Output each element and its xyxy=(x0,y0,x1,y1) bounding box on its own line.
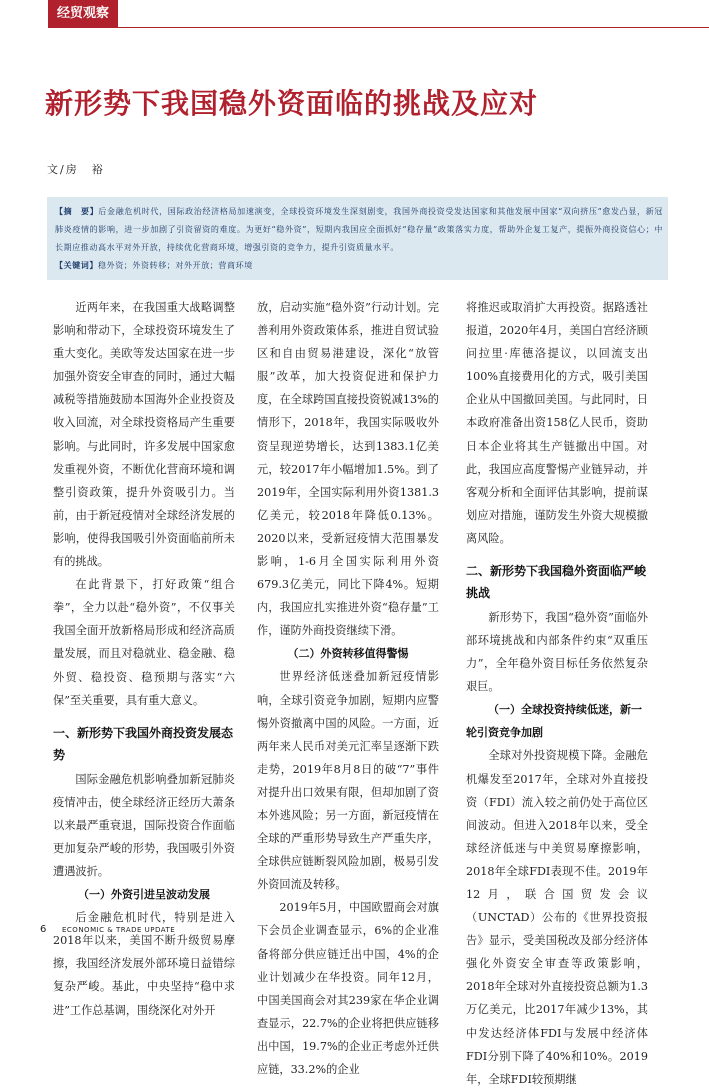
paragraph: 将推迟或取消扩大再投资。据路透社报道，2020年4月，美国白宫经济顾问拉里·库德洛提议，以回流支出100%直接费用化的方式，吸引美国企业从中国撤回美国。与此同时，日本政府准备出资158亿人民币，资助日本企业将其生产链撤出中国。对此，我国应高度警惕产业链异动，并客观分析和全面评估其影响，提前谋划应对措施，谨防发生外资大规模撤离风险。 xyxy=(466,301,648,545)
paragraph: 新形势下，我国“稳外资”面临外部环境挑战和内部条件约束“双重压力”，全年稳外资目标任务依然复杂艰巨。 xyxy=(466,611,648,694)
magazine-name: ECONOMIC & TRADE UPDATE xyxy=(62,926,176,934)
abstract-text xyxy=(55,203,663,275)
keywords-tag: 【关键词】 xyxy=(55,261,98,270)
subsection-heading: （一）全球投资持续低迷，新一轮引资竞争加剧 xyxy=(466,703,642,740)
paragraph: 国际金融危机影响叠加新冠肺炎疫情冲击，使全球经济正经历大萧条以来最严重衰退，国际投资合作面临更加复杂严峻的形势，我国吸引外资遭遇波折。 xyxy=(53,772,235,879)
keywords-body: 稳外资；外资转移；对外开放；营商环境 xyxy=(98,261,253,270)
paragraph: 世界经济低迷叠加新冠疫情影响，全球引资竞争加剧，短期内应警惕外资撤离中国的风险。一方面，近两年来人民币对美元汇率呈逐渐下跌走势，2019年8月8日的破“7”事件对提升出口效果有限，但却加剧了资本外逃风险；另一方面，新冠疫情在全球的严重形势导致生产严重失序，全球供应链断裂风险加剧，极易引发外资回流及转移。 xyxy=(257,670,439,892)
article-author: 文/房 裕 xyxy=(47,163,105,176)
section-tab: 经贸观察 xyxy=(48,0,118,28)
abstract-tag: 【摘 要】 xyxy=(55,207,99,216)
body-column-1 xyxy=(53,296,235,1022)
header-rule xyxy=(118,27,709,28)
section-heading: 二、新形势下我国稳外资面临严峻挑战 xyxy=(466,564,647,601)
paragraph: 后金融危机时代，特别是进入2018年以来，美国不断升级贸易摩擦，我国经济发展外部环境日益错综复杂严峻。基此，中央坚持“稳中求进”工作总基调，围绕深化对外开 xyxy=(53,911,235,1017)
paragraph: 放，启动实施“稳外资”行动计划。完善利用外资政策体系，推进自贸试验区和自由贸易港建设，深化“放管服”改革，加大投资促进和保护力度，在全球跨国直接投资锐减13%的情形下，2018年，我国实际吸收外资呈现逆势增长，达到1383.1亿美元，较2017年小幅增加1.5%。到了2019年，全国实际利用外资1381.3亿美元，较2018年降低0.13%。2020以来，受新冠疫情大范围暴发影响，1-6月全国实际利用外资679.3亿美元，同比下降4%。短期内，我国应扎实推进外资“稳存量”工作，谨防外商投资继续下滑。 xyxy=(257,301,439,638)
abstract-box xyxy=(47,197,668,280)
subsection-heading: （二）外资转移值得警惕 xyxy=(287,647,409,661)
section-heading: 一、新形势下我国外商投资发展态势 xyxy=(53,725,234,762)
paragraph: 全球对外投资规模下降。金融危机爆发至2017年，全球对外直接投资（FDI）流入较之前仍处于高位区间波动。但进入2018年以来，受全球经济低迷与中美贸易摩擦影响，2018年全球FDI表现不佳。2019年12月，联合国贸发会议（UNCTAD）公布的《世界投资报告》显示，受美国税改及部分经济体强化外资安全审查等政策影响，2018年全球对外直接投资总额为1.3万亿美元，比2017年减少13%，其中发达经济体FDI与发展中经济体FDI分别下降了40%和10%。2019年，全球FDI较预期继 xyxy=(466,749,648,1086)
page-number: 6 xyxy=(40,924,47,935)
paragraph: 在此背景下，打好政策“组合拳”，全力以赴“稳外资”，不仅事关我国全面开放新格局形成和经济高质量发展，而且对稳就业、稳金融、稳外贸、稳投资、稳预期与落实“六保”至关重要，具有重大意义。 xyxy=(53,578,235,707)
paragraph: 近两年来，在我国重大战略调整影响和带动下，全球投资环境发生了重大变化。美欧等发达国家在进一步加强外资安全审查的同时，通过大幅减税等措施鼓励本国海外企业投资及收入回流，对全球投资格局产生重要影响。与此同时，许多发展中国家愈发重视外资，不断优化营商环境和调整引资政策，提升外资吸引力。当前，由于新冠疫情对全球经济发展的影响，使得我国吸引外资面临前所未有的挑战。 xyxy=(53,301,235,569)
body-column-2 xyxy=(257,296,439,1081)
subsection-heading: （一）外资引进呈波动发展 xyxy=(78,888,210,902)
abstract-body: 后金融危机时代，国际政治经济格局加速演变，全球投资环境发生深刻剧变，我国外商投资受发达国家和其他发展中国家“双向挤压”愈发凸显，新冠肺炎疫情的影响，进一步加剧了引资留资的难度。为更好“稳外资”，短期内我国应全面抓好“稳存量”政策落实力度，帮助外企复工复产，提振外商投资信心；中长期应推动高水平对外开放，持续优化营商环境，增强引资的竞争力，提升引资质量水平。 xyxy=(55,207,663,252)
paragraph: 2019年5月，中国欧盟商会对旗下会员企业调查显示，6%的企业准备将部分供应链迁出中国，4%的企业计划减少在华投资。同年12月，中国美国商会对其239家在华企业调查显示，22.7%的企业将把供应链移出中国，19.7%的企业正考虑外迁供应链，33.2%的企业 xyxy=(257,901,439,1076)
body-column-3 xyxy=(466,296,648,1091)
article-title: 新形势下我国稳外资面临的挑战及应对 xyxy=(45,87,539,120)
